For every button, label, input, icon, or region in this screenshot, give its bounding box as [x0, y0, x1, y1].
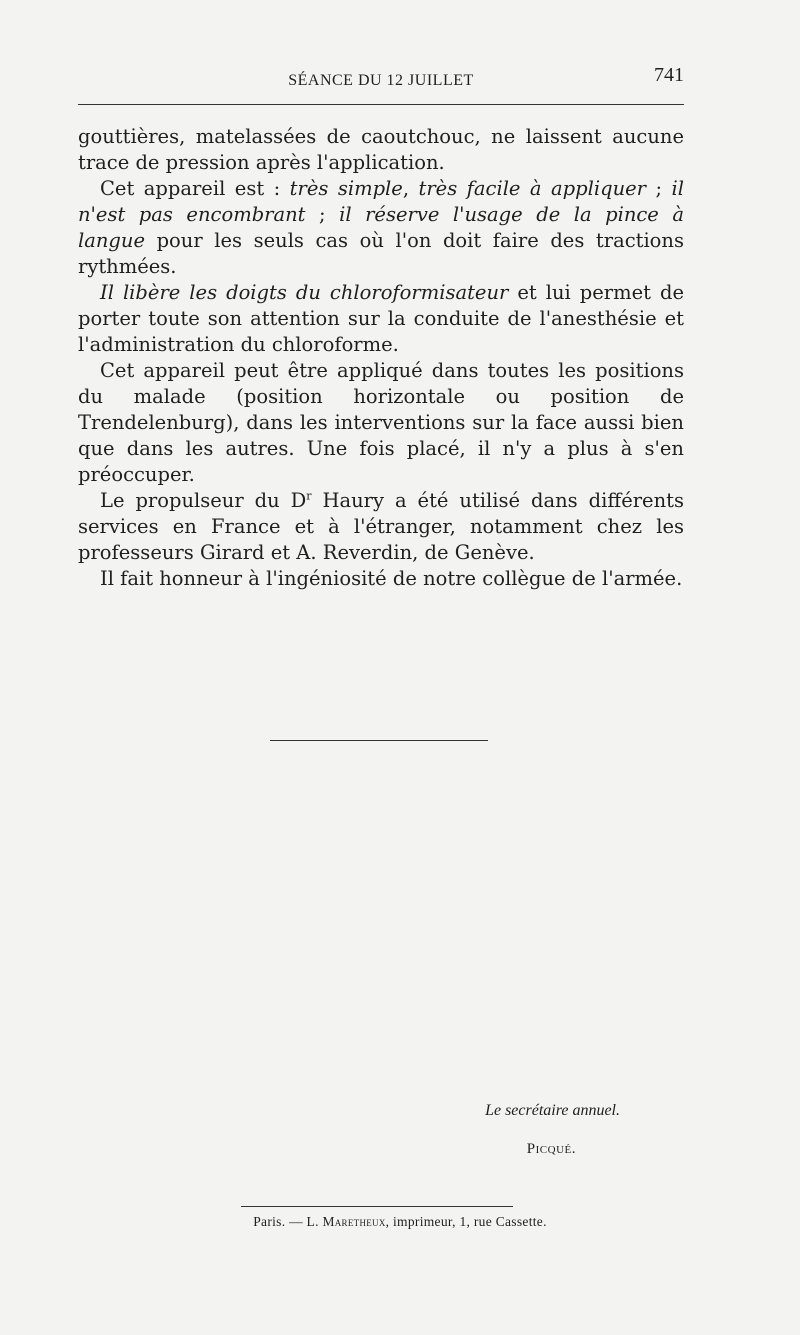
- paragraph-4: Cet appareil peut être appliqué dans toutes les positions du malade (position horizontale ou position de Trendelenburg), dans les interventions sur la face aussi bien que dans les autres. Une fois placé, il n'y a plus à s'en préoccuper.: [78, 359, 684, 486]
- paragraph-5: Le propulseur du $D^r$ Haury a été utilisé dans différents services en France et à l'étranger, notamment chez les professeurs Girard et A. Reverdin, de Genève.: [78, 489, 684, 564]
- signature-name: Picqué.: [526, 1141, 576, 1157]
- signature-role: Le secrétaire annuel.: [485, 1102, 620, 1119]
- body-text: [78, 124, 684, 592]
- footer-rule: [241, 1206, 513, 1207]
- page-number: 741: [654, 64, 684, 86]
- running-title: SÉANCE DU 12 JUILLET: [288, 72, 474, 89]
- paragraph-6: Il fait honneur à l'ingéniosité de notre collègue de l'armée.: [100, 567, 683, 590]
- paragraph-1: gouttières, matelassées de caoutchouc, ne laissent aucune trace de pression après l'application.: [78, 125, 684, 174]
- printer-imprint: Paris. — L. Maretheux, imprimeur, 1, rue Cassette.: [253, 1214, 547, 1229]
- header-rule: [78, 104, 684, 105]
- paragraph-3: Il libère les doigts du chloroformisateur et lui permet de porter toute son attention sur la conduite de l'anesthésie et l'administration du chloroforme.: [78, 281, 684, 356]
- section-divider: [270, 740, 488, 741]
- paragraph-2: Cet appareil est : très simple, très facile à appliquer ; il n'est pas encombrant ; il réserve l'usage de la pince à langue pour les seuls cas où l'on doit faire des tractions rythmées.: [78, 177, 684, 278]
- running-header: [78, 62, 684, 98]
